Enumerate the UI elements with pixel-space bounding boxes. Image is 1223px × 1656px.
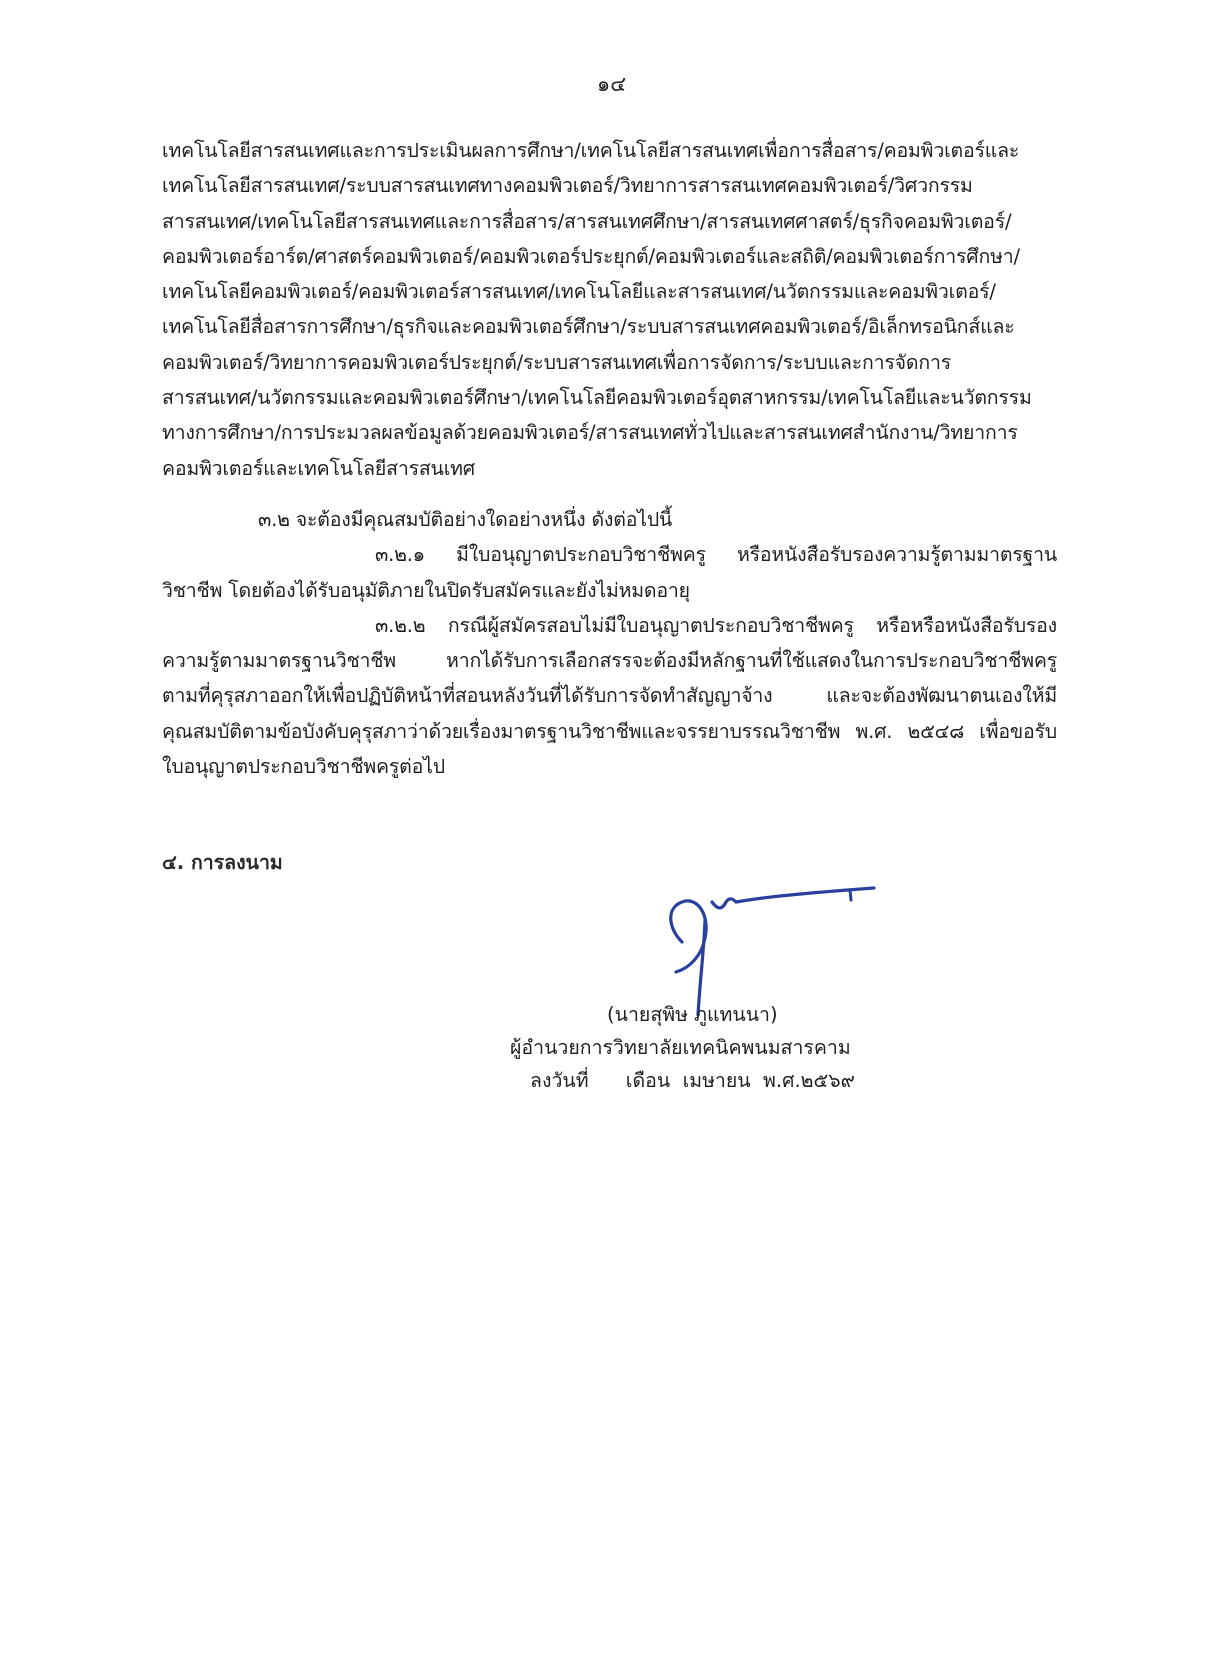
body-line: คอมพิวเตอร์อาร์ต/ศาสตร์คอมพิวเตอร์/คอมพิวเตอร์ประยุกต์/คอมพิวเตอร์และสถิติ/คอมพิวเตอร์การศึกษา/ — [162, 244, 1020, 268]
item-3-2-1-line: วิชาชีพ โดยต้องได้รับอนุมัติภายในปิดรับสมัครและยังไม่หมดอายุ — [162, 578, 690, 602]
item-3-2-2-line: ๓.๒.๒ กรณีผู้สมัครสอบไม่มีใบอนุญาตประกอบวิชาชีพครู หรือหรือหนังสือรับรอง — [375, 613, 1057, 637]
signer-block — [500, 998, 880, 1097]
item-3-2-1-line: ๓.๒.๑ มีใบอนุญาตประกอบวิชาชีพครู หรือหนังสือรับรองความรู้ตามมาตรฐาน — [375, 543, 1057, 567]
body-line: เทคโนโลยีสารสนเทศและการประเมินผลการศึกษา/เทคโนโลยีสารสนเทศเพื่อการสื่อสาร/คอมพิวเตอร์และ — [162, 139, 1020, 162]
section-3-2-heading: ๓.๒ จะต้องมีคุณสมบัติอย่างใดอย่างหนึ่ง ดังต่อไปนี้ — [258, 507, 673, 531]
body-line: คอมพิวเตอร์/วิทยาการคอมพิวเตอร์ประยุกต์/ระบบสารสนเทศเพื่อการจัดการ/ระบบและการจัดการ — [162, 350, 951, 374]
item-3-2-2-line: ความรู้ตามมาตรฐานวิชาชีพ หากได้รับการเลือกสรรจะต้องมีหลักฐานที่ใช้แสดงในการประกอบวิชาชีพครู — [162, 649, 1057, 673]
body-line: เทคโนโลยีสื่อสารการศึกษา/ธุรกิจและคอมพิวเตอร์ศึกษา/ระบบสารสนเทศคอมพิวเตอร์/อิเล็กทรอนิกส์และ — [162, 315, 1015, 339]
body-line: เทคโนโลยีคอมพิวเตอร์/คอมพิวเตอร์สารสนเทศ/เทคโนโลยีและสารสนเทศ/นวัตกรรมและคอมพิวเตอร์/ — [162, 280, 996, 304]
signer-title: ผู้อำนวยการวิทยาลัยเทคนิคพนมสารคาม — [510, 1036, 851, 1059]
page-number: ๑๔ — [596, 72, 627, 96]
item-3-2-2-line: ใบอนุญาตประกอบวิชาชีพครูต่อไป — [162, 755, 445, 779]
signing-section-heading: ๔. การลงนาม — [162, 851, 283, 874]
item-3-2-2-line: ตามที่คุรุสภาออกให้เพื่อปฏิบัติหน้าที่สอนหลังวันที่ได้รับการจัดทำสัญญาจ้าง และจะต้องพัฒนาตนเองให้มี — [162, 684, 1057, 708]
paragraph-gap — [162, 486, 1057, 502]
signing-date: ลงวันที่ เดือน เมษายน พ.ศ.๒๕๖๙ — [530, 1069, 855, 1092]
body-line: สารสนเทศ/นวัตกรรมและคอมพิวเตอร์ศึกษา/เทคโนโลยีคอมพิวเตอร์อุตสาหกรรม/เทคโนโลยีและนวัตกรรม — [162, 386, 1032, 410]
item-3-2-2-line: คุณสมบัติตามข้อบังคับคุรุสภาว่าด้วยเรื่องมาตรฐานวิชาชีพและจรรยาบรรณวิชาชีพ พ.ศ. ๒๕๔๘ เพื่อขอรับ — [162, 719, 1057, 743]
signer-name: (นายสุพิษ ภูแทนนา) — [607, 1003, 778, 1026]
document-body — [162, 133, 1057, 784]
body-line: สารสนเทศ/เทคโนโลยีสารสนเทศและการสื่อสาร/สารสนเทศศึกษา/สารสนเทศศาสตร์/ธุรกิจคอมพิวเตอร์/ — [162, 209, 1012, 233]
body-line: ทางการศึกษา/การประมวลผลข้อมูลด้วยคอมพิวเตอร์/สารสนเทศทั่วไปและสารสนเทศสำนักงาน/วิทยาการ — [162, 421, 1018, 445]
body-line: เทคโนโลยีสารสนเทศ/ระบบสารสนเทศทางคอมพิวเตอร์/วิทยาการสารสนเทศคอมพิวเตอร์/วิศวกรรม — [162, 174, 973, 198]
body-line: คอมพิวเตอร์และเทคโนโลยีสารสนเทศ — [162, 456, 475, 480]
